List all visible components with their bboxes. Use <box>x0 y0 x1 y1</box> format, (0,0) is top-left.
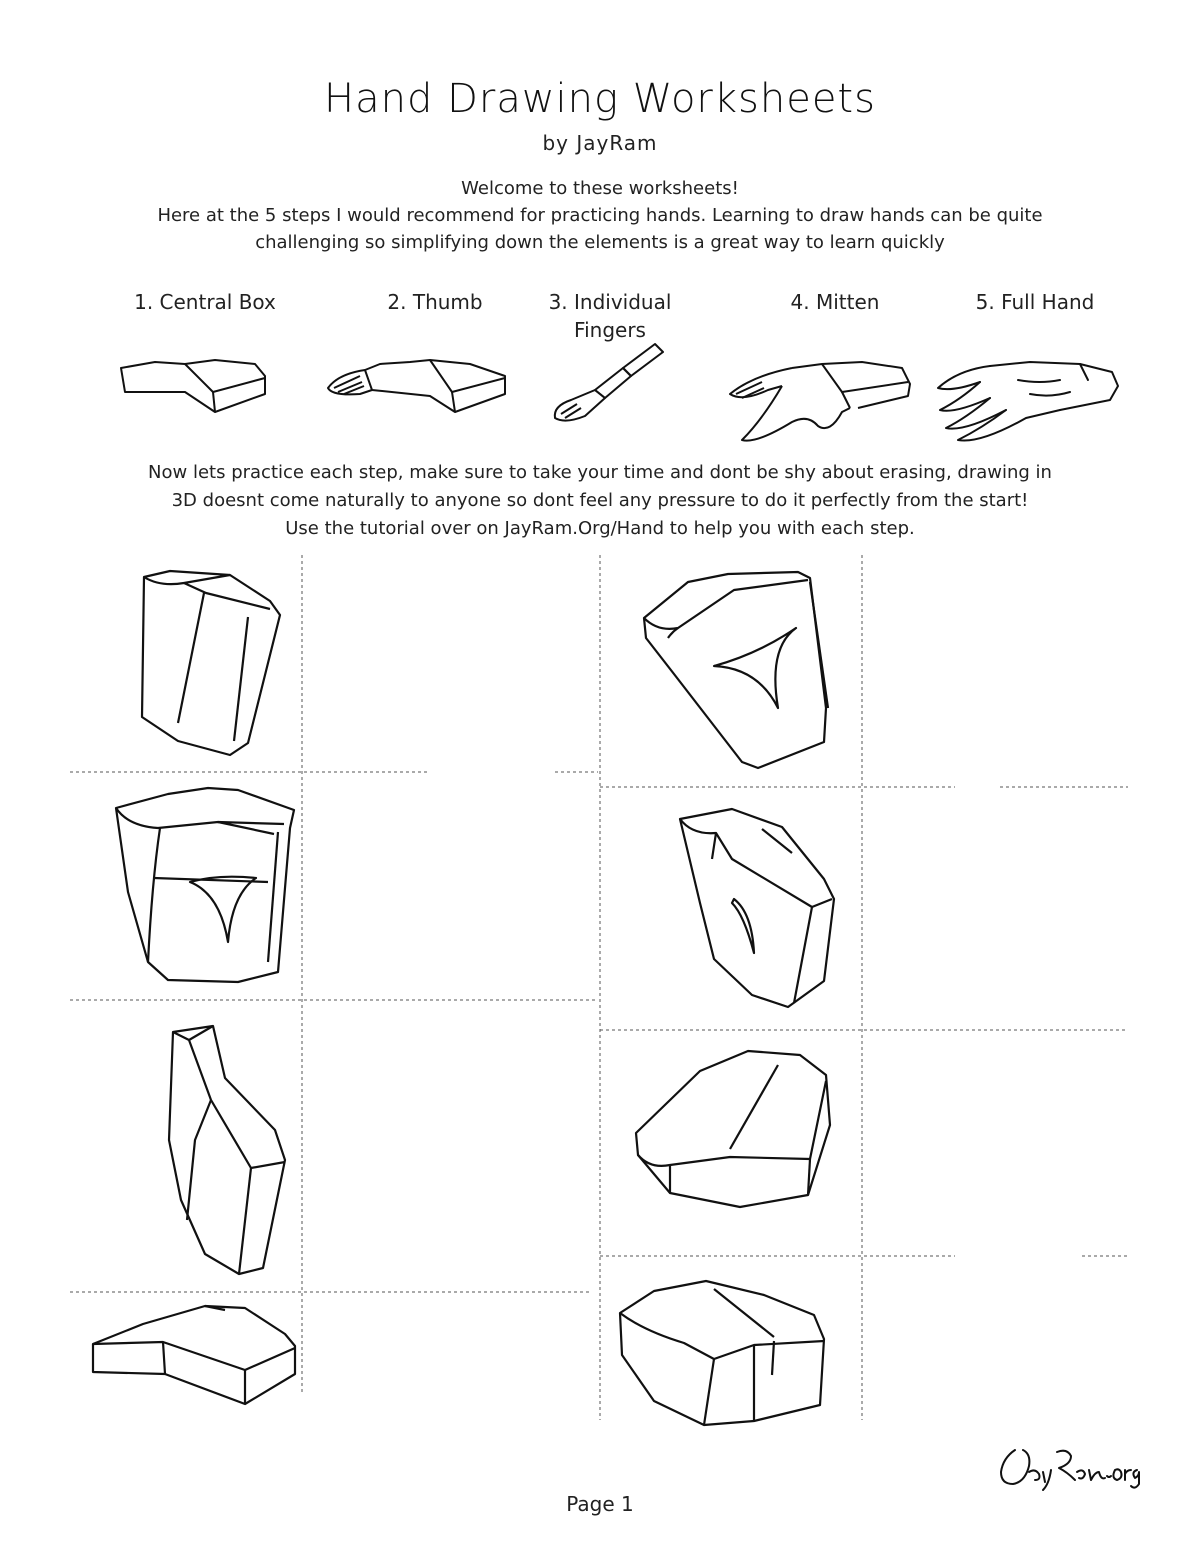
practice-box-drawing <box>672 803 842 1013</box>
practice-box-drawing <box>108 782 303 992</box>
practice-box-drawing <box>155 1020 300 1280</box>
page-number: Page 1 <box>566 1492 634 1516</box>
step-label-central-box: 1. Central Box <box>134 290 276 314</box>
step-label-full-hand: 5. Full Hand <box>975 290 1095 314</box>
page-subtitle: by JayRam <box>542 131 658 155</box>
step-label-individual-fingers: 3. Individual Fingers <box>548 290 672 342</box>
practice-box-drawing <box>638 568 838 773</box>
practice-box-drawing <box>85 1300 300 1410</box>
practice-line: Use the tutorial over on JayRam.Org/Hand to help you with each step. <box>285 518 915 539</box>
practice-line: Now lets practice each step, make sure to take your time and dont be shy about erasing, drawing in <box>148 462 1052 483</box>
step-label-thumb: 2. Thumb <box>387 290 483 314</box>
practice-box-drawing <box>630 1045 835 1215</box>
intro-line: Welcome to these worksheets! <box>461 178 739 199</box>
jayram-signature-logo <box>995 1440 1145 1495</box>
step-label-mitten: 4. Mitten <box>790 290 880 314</box>
practice-line: 3D doesnt come naturally to anyone so dont feel any pressure to do it perfectly from the start! <box>171 490 1029 511</box>
intro-line: challenging so simplifying down the elements is a great way to learn quickly <box>255 232 945 253</box>
practice-box-drawing <box>130 565 295 765</box>
practice-box-drawing <box>614 1275 829 1430</box>
intro-line: Here at the 5 steps I would recommend for practicing hands. Learning to draw hands can be quite <box>157 205 1043 226</box>
page-title: Hand Drawing Worksheets <box>324 76 876 122</box>
